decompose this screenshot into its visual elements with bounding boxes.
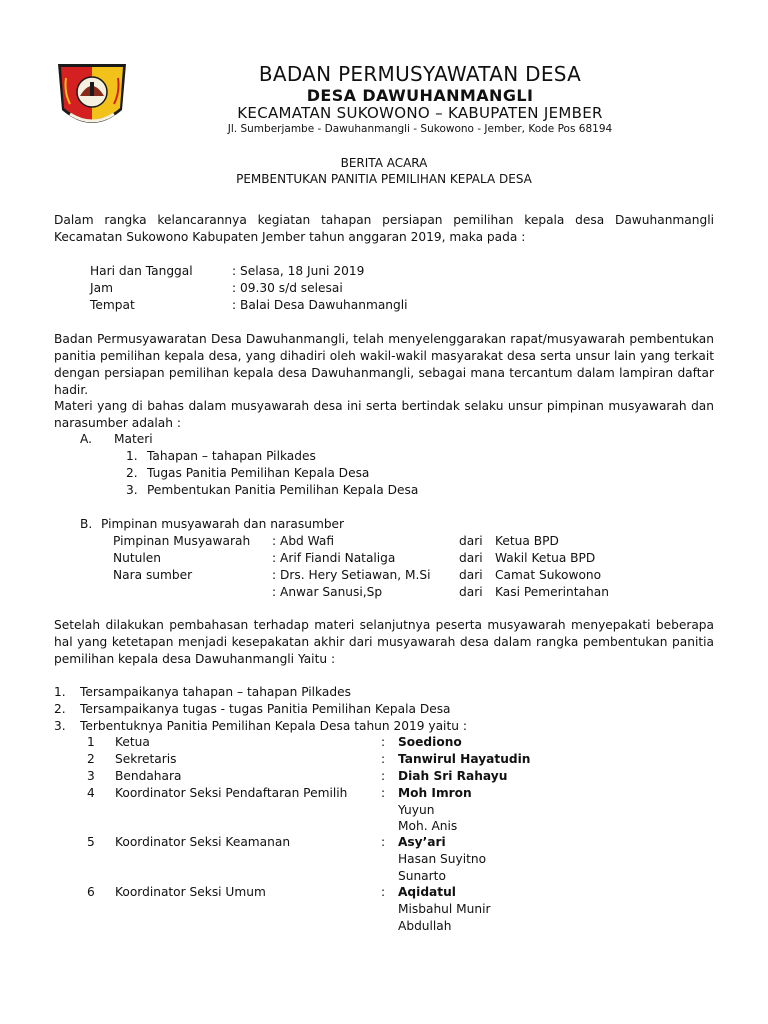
section-a-title: Materi [114, 432, 153, 446]
committee-number: 2 [87, 752, 95, 766]
header-line-1: BADAN PERMUSYAWATAN DESA [258, 62, 582, 86]
committee-number: 3 [87, 769, 95, 783]
committee-colon: : [381, 786, 386, 800]
schedule-value: : Selasa, 18 Juni 2019 [232, 264, 365, 278]
leader-name: : Abd Wafi [272, 534, 335, 548]
committee-name: Asy’ari [398, 835, 446, 849]
section-b-title: Pimpinan musyawarah dan narasumber [101, 517, 345, 531]
committee-role: Bendahara [115, 769, 182, 783]
leader-from: dari [459, 551, 483, 565]
committee-colon: : [381, 752, 386, 766]
document-title: BERITA ACARA [340, 156, 428, 170]
list-number: 3. [126, 483, 138, 497]
list-item: Tahapan – tahapan Pilkades [147, 449, 316, 463]
leader-from: dari [459, 568, 483, 582]
leader-role: Nutulen [113, 551, 161, 565]
header-line-2: DESA DAWUHANMANGLI [306, 86, 534, 105]
leader-position: Kasi Pemerintahan [495, 585, 609, 599]
list-item: Tugas Panitia Pemilihan Kepala Desa [147, 466, 370, 480]
leader-name: : Drs. Hery Setiawan, M.Si [272, 568, 431, 582]
committee-member: Yuyun [398, 803, 435, 817]
committee-number: 6 [87, 885, 95, 899]
leader-from: dari [459, 585, 483, 599]
paragraph-2: Materi yang di bahas dalam musyawarah desa ini serta bertindak selaku unsur pimpinan musyawarah dan narasumber adalah : [54, 399, 714, 430]
committee-member: Abdullah [398, 919, 452, 933]
result-item: Tersampaikanya tugas - tugas Panitia Pemilihan Kepala Desa [80, 702, 451, 716]
result-number: 1. [54, 685, 66, 699]
committee-colon: : [381, 885, 386, 899]
committee-number: 1 [87, 735, 95, 749]
header-line-3: KECAMATAN SUKOWONO – KABUPATEN JEMBER [237, 104, 603, 122]
leader-name: : Arif Fiandi Nataliga [272, 551, 396, 565]
committee-colon: : [381, 735, 386, 749]
committee-number: 4 [87, 786, 95, 800]
result-item: Tersampaikanya tahapan – tahapan Pilkades [80, 685, 351, 699]
committee-name: Moh Imron [398, 786, 472, 800]
schedule-label: Hari dan Tanggal [90, 264, 193, 278]
intro-paragraph: Dalam rangka kelancarannya kegiatan tahapan persiapan pemilihan kepala desa Dawuhanmangli Kecamatan Sukowono Kabupaten Jember tahun anggaran 2019, maka pada : [54, 213, 714, 244]
committee-role: Koordinator Seksi Keamanan [115, 835, 291, 849]
result-item: Terbentuknya Panitia Pemilihan Kepala Desa tahun 2019 yaitu : [80, 719, 467, 733]
schedule-label: Tempat [90, 298, 135, 312]
committee-role: Ketua [115, 735, 150, 749]
leader-position: Wakil Ketua BPD [495, 551, 596, 565]
committee-colon: : [381, 835, 386, 849]
committee-role: Koordinator Seksi Umum [115, 885, 266, 899]
leader-role: Pimpinan Musyawarah [113, 534, 251, 548]
section-a-marker: A. [80, 432, 92, 446]
committee-member: Sunarto [398, 869, 446, 883]
committee-member: Moh. Anis [398, 819, 458, 833]
committee-name: Soediono [398, 735, 462, 749]
list-number: 1. [126, 449, 138, 463]
committee-role: Sekretaris [115, 752, 177, 766]
paragraph-3: Setelah dilakukan pembahasan terhadap materi selanjutnya peserta musyawarah menyepakati beberapa hal yang ketetapan menjadi kesepakatan akhir dari musyawarah desa dalam rangka pembentukan panitia pemilihan kepala desa Dawuhanmangli Yaitu : [54, 618, 714, 666]
leader-position: Ketua BPD [495, 534, 559, 548]
leader-role: Nara sumber [113, 568, 193, 582]
committee-member: Hasan Suyitno [398, 852, 487, 866]
committee-role: Koordinator Seksi Pendaftaran Pemilih [115, 786, 348, 800]
committee-name: Diah Sri Rahayu [398, 769, 508, 783]
committee-name: Aqidatul [398, 885, 456, 899]
leader-position: Camat Sukowono [495, 568, 602, 582]
schedule-value: : 09.30 s/d selesai [232, 281, 343, 295]
list-item: Pembentukan Panitia Pemilihan Kepala Desa [147, 483, 419, 497]
document-subtitle: PEMBENTUKAN PANITIA PEMILIHAN KEPALA DESA [236, 172, 532, 186]
schedule-label: Jam [90, 281, 113, 295]
regency-seal-icon [50, 60, 134, 132]
leader-from: dari [459, 534, 483, 548]
committee-name: Tanwirul Hayatudin [398, 752, 531, 766]
paragraph-1: Badan Permusyawaratan Desa Dawuhanmangli, telah menyelenggarakan rapat/musyawarah pembentukan panitia pemilihan kepala desa, yang dihadiri oleh wakil-wakil masyarakat desa serta unsur lain yang terkait dengan persiapan pemilihan kepala desa Dawuhanmangli, sebagai mana tercantum dalam lampiran daftar hadir. [54, 332, 714, 397]
result-number: 3. [54, 719, 66, 733]
result-number: 2. [54, 702, 66, 716]
committee-number: 5 [87, 835, 95, 849]
committee-colon: : [381, 769, 386, 783]
schedule-value: : Balai Desa Dawuhanmangli [232, 298, 408, 312]
leader-name: : Anwar Sanusi,Sp [272, 585, 383, 599]
list-number: 2. [126, 466, 138, 480]
committee-member: Misbahul Munir [398, 902, 491, 916]
section-b-marker: B. [80, 517, 93, 531]
header-address: Jl. Sumberjambe - Dawuhanmangli - Sukowono - Jember, Kode Pos 68194 [227, 123, 613, 135]
